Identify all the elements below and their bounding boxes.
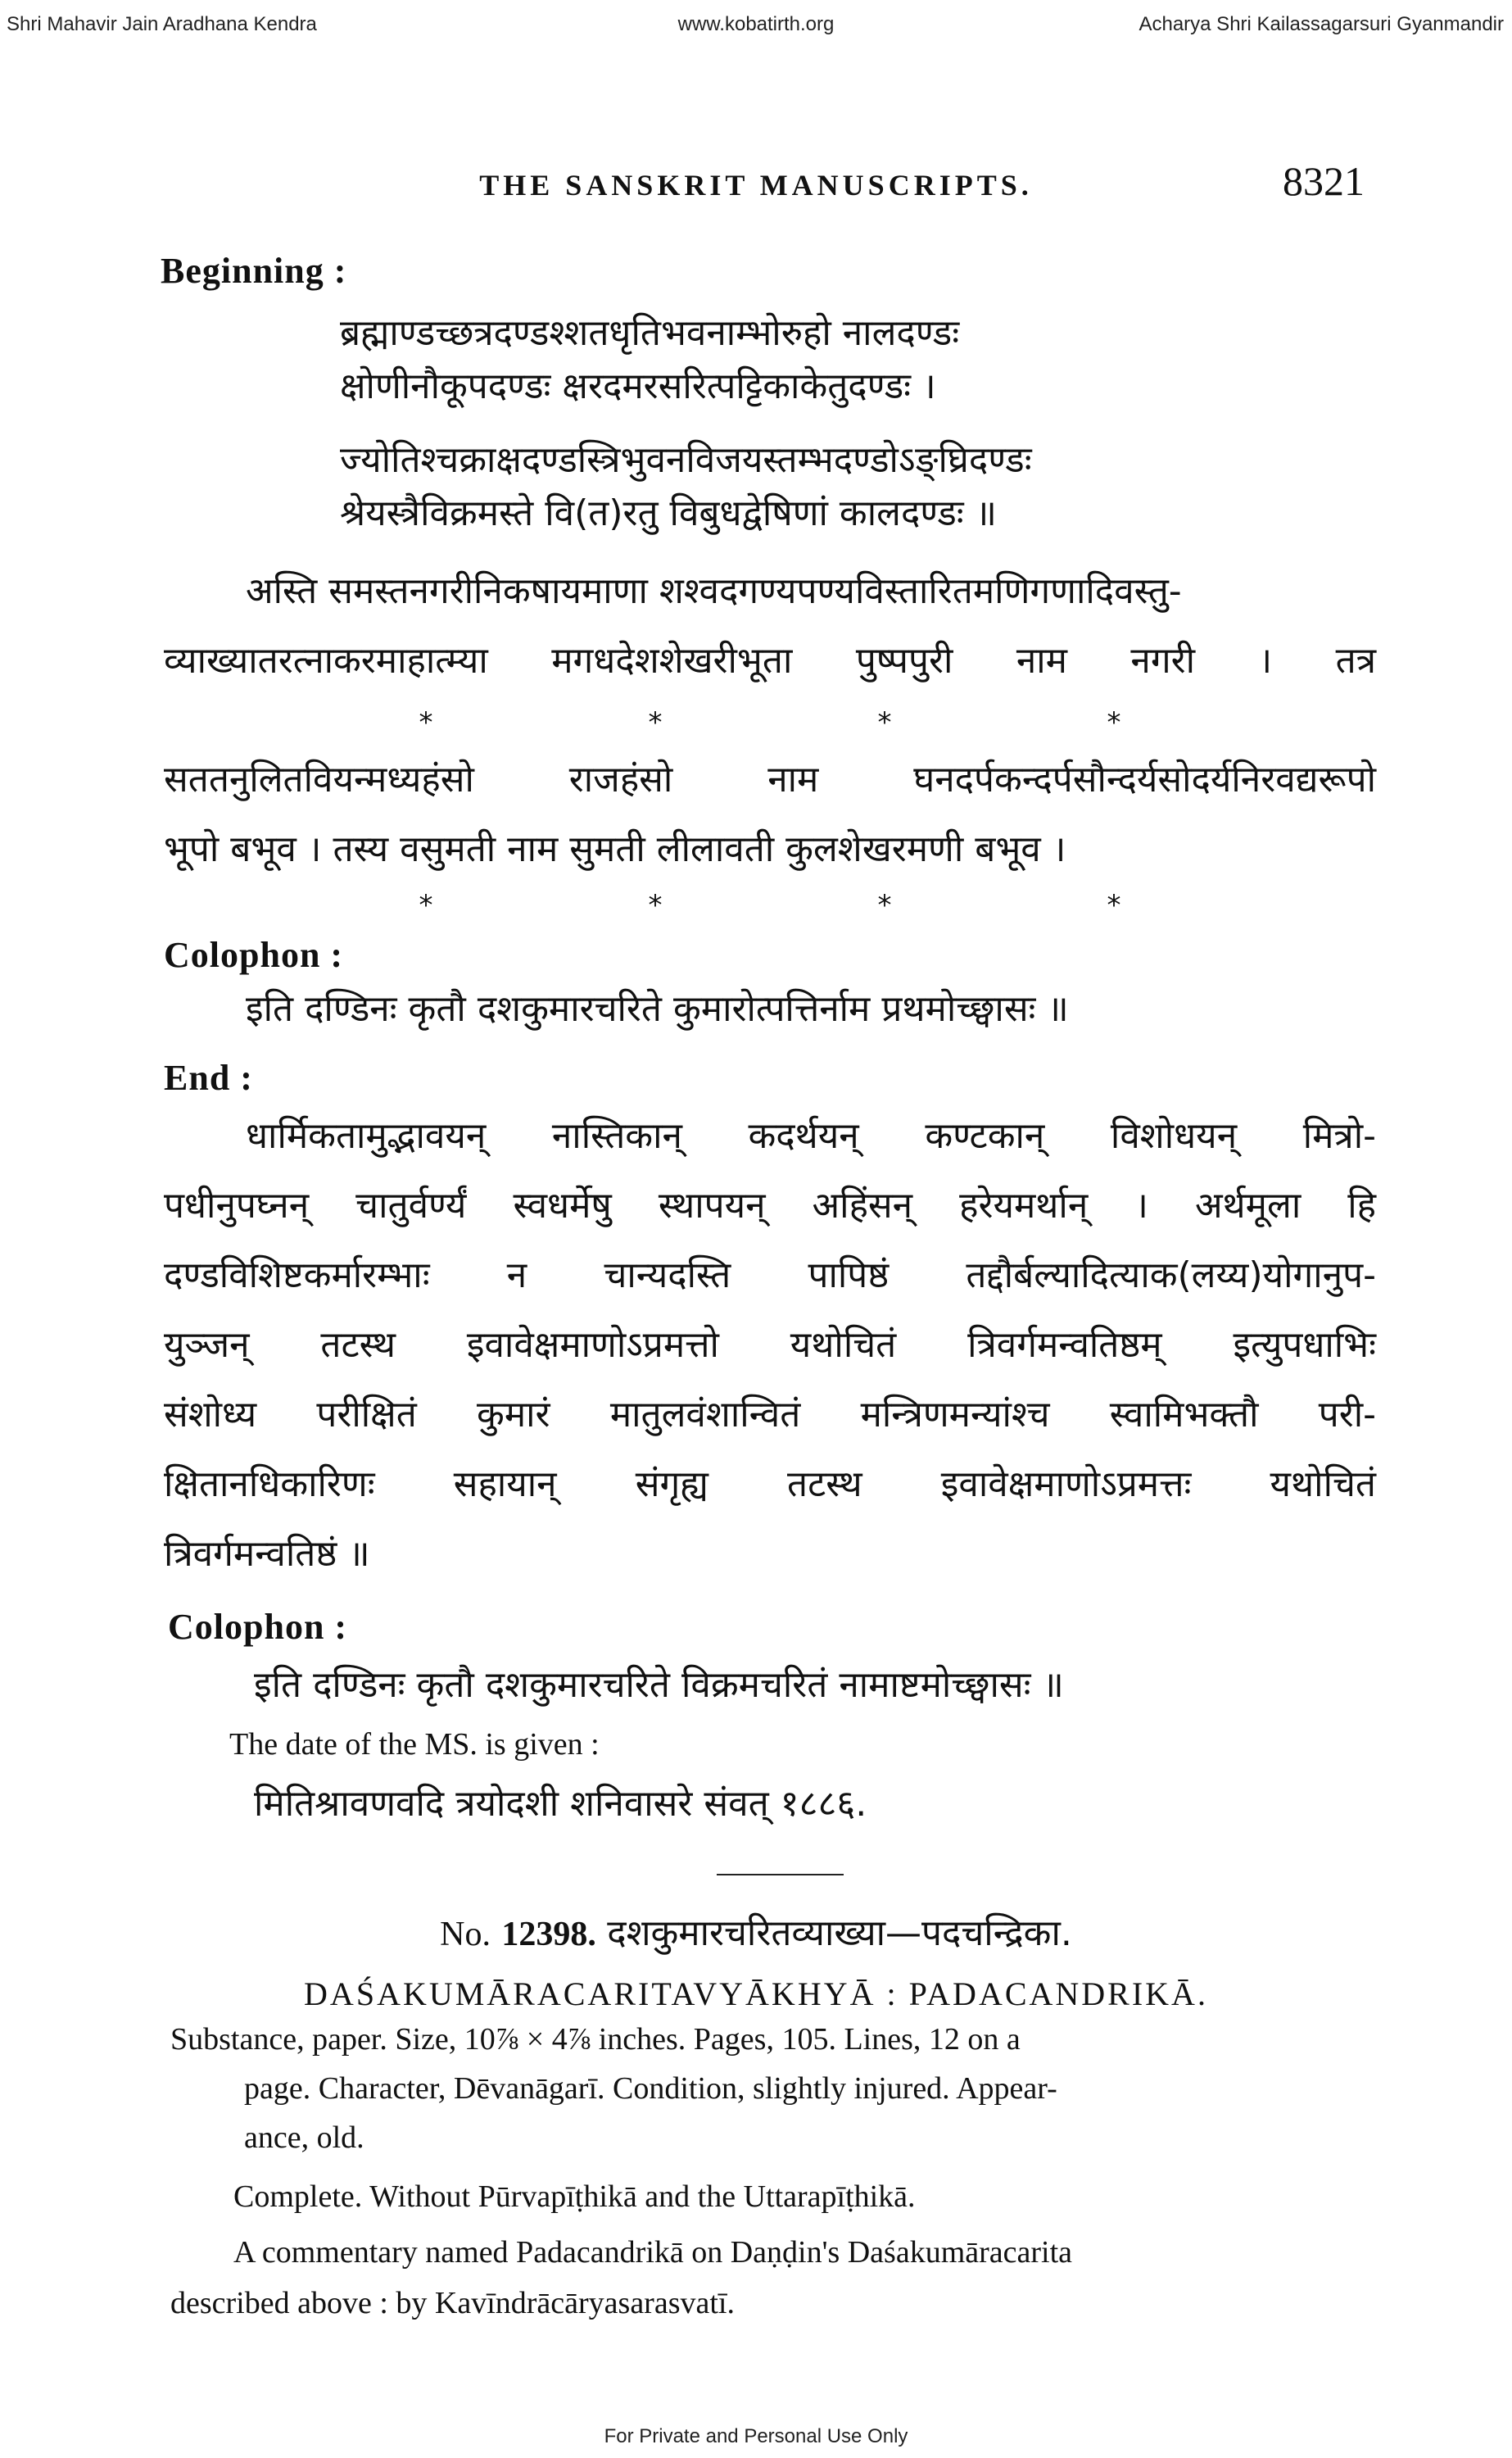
prose-line: अस्ति समस्तनगरीनिकषायमाणा शश्वदगण्यपण्यविस्तारितमणिगणादिवस्तु- — [246, 570, 1182, 612]
star: * — [648, 889, 663, 922]
entry-devanagari-title: दशकुमारचरितव्याख्या—पदचन्द्रिका. — [607, 1912, 1072, 1954]
running-title: THE SANSKRIT MANUSCRIPTS. — [479, 169, 1033, 202]
star: * — [1107, 706, 1121, 739]
colophon-text: इति दण्डिनः कृतौ दशकुमारचरिते कुमारोत्पत्तिर्नाम प्रथमोच्छ्वासः ॥ — [246, 988, 1069, 1030]
star: * — [877, 706, 892, 739]
entry-substance-line: page. Character, Dēvanāgarī. Condition, slightly injured. Appear- — [244, 2071, 1057, 2106]
star-separator — [164, 889, 1376, 922]
verse-line: ब्रह्माण्डच्छत्रदण्डश्शतधृतिभवनाम्भोरुहो नालदण्डः — [340, 312, 960, 354]
colophon-label: Colophon : — [164, 935, 344, 975]
star: * — [877, 889, 892, 922]
date-intro: The date of the MS. is given : — [229, 1727, 600, 1762]
end-line: युञ्जन् तटस्थ इवावेक्षमाणोऽप्रमत्तो यथोचितं त्रिवर्गमन्वतिष्ठम् इत्युपधाभिः — [164, 1324, 1376, 1366]
prose-line: भूपो बभूव । तस्य वसुमती नाम सुमती लीलावती कुलशेखरमणी बभूव । — [164, 828, 1066, 870]
entry-commentary-line: described above : by Kavīndrācāryasarasvatī. — [170, 2286, 735, 2320]
entry-complete-note: Complete. Without Pūrvapīṭhikā and the Uttarapīṭhikā. — [233, 2179, 916, 2214]
end-label: End : — [164, 1058, 253, 1098]
star-separator — [164, 706, 1376, 739]
star: * — [1107, 889, 1121, 922]
entry-roman-title: DAŚAKUMĀRACARITAVYĀKHYĀ : PADACANDRIKĀ. — [304, 1975, 1208, 2012]
end-line: धार्मिकतामुद्भावयन् नास्तिकान् कदर्थयन् कण्टकान् विशोधयन् मित्रो- — [246, 1115, 1376, 1157]
verse-line: ज्योतिश्चक्राक्षदण्डस्त्रिभुवनविजयस्तम्भदण्डोऽङ्घ्रिदण्डः — [340, 439, 1032, 481]
star: * — [419, 889, 433, 922]
entry-substance-line: Substance, paper. Size, 10⅞ × 4⅞ inches. Pages, 105. Lines, 12 on a — [170, 2022, 1021, 2057]
end-line: संशोध्य परीक्षितं कुमारं मातुलवंशान्वितं मन्त्रिणमन्यांश्च स्वामिभक्तौ परी- — [164, 1394, 1376, 1435]
header-left-text: Shri Mahavir Jain Aradhana Kendra — [7, 13, 317, 35]
colophon-label: Colophon : — [168, 1607, 348, 1647]
verse-line: श्रेयस्त्रैविक्रमस्ते वि(त)रतु विबुधद्वेषिणां कालदण्डः ॥ — [340, 492, 997, 534]
entry-no-prefix: No. — [440, 1916, 491, 1953]
end-line: क्षितानधिकारिणः सहायान् संगृह्य तटस्थ इवावेक्षमाणोऽप्रमत्तः यथोचितं — [164, 1463, 1376, 1505]
prose-line: व्याख्यातरत्नाकरमाहात्म्या मगधदेशशेखरीभूता पुष्पपुरी नाम नगरी । तत्र — [164, 640, 1376, 682]
header-right-text: Acharya Shri Kailassagarsuri Gyanmandir — [1139, 13, 1504, 35]
entry-number: 12398. — [501, 1916, 596, 1953]
colophon-text: इति दण्डिनः कृतौ दशकुमारचरिते विक्रमचरितं नामाष्टमोच्छ्वासः ॥ — [254, 1664, 1064, 1706]
prose-line: सततनुलितवियन्मध्यहंसो राजहंसो नाम घनदर्पकन्दर्पसौन्दर्यसोदर्यनिरवद्यरूपो — [164, 759, 1376, 800]
footer-notice: For Private and Personal Use Only — [604, 2425, 908, 2447]
beginning-label: Beginning : — [161, 251, 347, 291]
page-number: 8321 — [1283, 158, 1365, 204]
end-line: त्रिवर्गमन्वतिष्ठं ॥ — [164, 1533, 370, 1575]
star: * — [648, 706, 663, 739]
date-text: मितिश्रावणवदि त्रयोदशी शनिवासरे संवत् १८८६. — [254, 1783, 867, 1825]
verse-line: क्षोणीनौकूपदण्डः क्षरदमरसरित्पट्टिकाकेतुदण्डः । — [340, 365, 936, 407]
entry-substance-line: ance, old. — [244, 2120, 364, 2155]
end-line: दण्डविशिष्टकर्मारम्भाः न चान्यदस्ति पापिष्ठं तद्दौर्बल्यादित्याक(लय्य)योगानुप- — [164, 1254, 1376, 1296]
entry-title — [0, 1913, 1512, 1954]
header-center-url: www.kobatirth.org — [677, 13, 835, 35]
section-divider — [717, 1874, 844, 1875]
end-line: पधीनुपघ्नन् चातुर्वर्ण्यं स्वधर्मेषु स्थापयन् अहिंसन् हरेयमर्थान् । अर्थमूला हि — [164, 1185, 1376, 1227]
entry-commentary-line: A commentary named Padacandrikā on Daṇḍin's Daśakumāracarita — [233, 2235, 1073, 2270]
star: * — [419, 706, 433, 739]
